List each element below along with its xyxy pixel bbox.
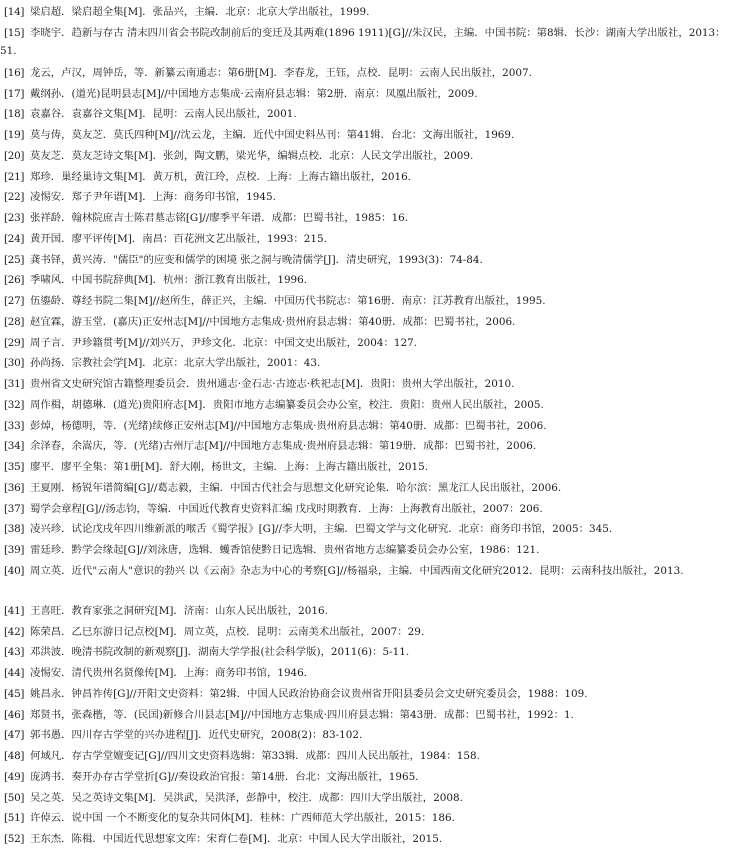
reference-number: [24] [4, 232, 25, 245]
reference-text: 庞鸿书．奏开办存古学堂折[G]//奏设政治官报：第14册．台北：文海出版社，1965. [30, 770, 419, 783]
reference-text: 周作楫，胡德琳．(道光)贵阳府志[M]．贵阳市地方志编纂委员会办公室，校注．贵阳：贵州人民出版社，2005. [30, 398, 544, 411]
reference-text: 季啸风．中国书院辞典[M]．杭州：浙江教育出版社，1996. [30, 274, 308, 287]
reference-entry [0, 126, 740, 144]
reference-number: [39] [4, 544, 25, 556]
reference-entry [0, 685, 740, 703]
reference-number: [20] [4, 149, 25, 162]
reference-entry [0, 479, 740, 497]
reference-number: [14] [4, 6, 25, 18]
reference-number: [47] [4, 729, 25, 742]
reference-number: [44] [4, 667, 25, 679]
reference-entry [0, 562, 740, 580]
reference-number: [48] [4, 750, 25, 762]
reference-number: [30] [4, 357, 25, 370]
reference-entry [0, 64, 740, 82]
reference-text: 王喜旺．教育家张之洞研究[M]．济南：山东人民出版社，2016. [30, 604, 328, 617]
reference-number: [26] [4, 274, 25, 287]
reference-entry [0, 292, 740, 310]
reference-entry [0, 706, 740, 724]
reference-entry [0, 230, 740, 248]
reference-entry [0, 354, 740, 372]
reference-text: 姚昌永．钟昌祚传[G]//开阳文史资料：第2辑．中国人民政治协商会议贵州省开阳县委员会文史研究委员会，1988：109. [30, 687, 588, 700]
reference-number: [28] [4, 315, 25, 328]
reference-entry [0, 830, 740, 848]
reference-number: [35] [4, 461, 25, 473]
reference-text: 周子言．尹珍籍贯考[M]//刘兴万，尹珍文化．北京：中国文史出版社，2004：127. [30, 336, 418, 349]
reference-number: [36] [4, 481, 25, 494]
reference-entry [0, 334, 740, 352]
reference-number: [41] [4, 604, 25, 617]
reference-number: [23] [4, 212, 25, 224]
reference-text: 郑珍．巢经巢诗文集[M]．黄万机，黄江玲，点校．上海：上海古籍出版社，2016. [30, 170, 411, 183]
reference-text: 周立英．近代"云南人"意识的勃兴 以《云南》杂志为中心的考察[G]//杨福泉，主编．中国西南文化研究2012．昆明：云南科技出版社，2013. [30, 564, 684, 577]
reference-number: [43] [4, 646, 25, 659]
reference-text: 廖平．廖平全集：第1册[M]．舒大刚，杨世文，主编．上海：上海古籍出版社，2015. [30, 461, 428, 473]
reference-entry [0, 768, 740, 786]
reference-text: 莫与俦，莫友芝．莫氏四种[M]//沈云龙，主编．近代中国史料丛刊：第41辑．台北：文海出版社，1969. [30, 129, 515, 141]
reference-text: 余泽春，余嵩庆，等．(光绪)古州厅志[M]//中国地方志集成·贵州府县志辑：第19册．成都：巴蜀书社，2006. [30, 440, 537, 453]
reference-entry [0, 747, 740, 765]
reference-entry [0, 664, 740, 682]
reference-text: 陈荣昌．乙巳东游日记点校[M]．周立英，点校．昆明：云南美术出版社，2007：29. [30, 625, 425, 638]
reference-entry [0, 24, 740, 60]
reference-entry [0, 85, 740, 103]
reference-entry [0, 789, 740, 807]
reference-number: [15] [4, 26, 25, 39]
reference-entry [0, 520, 740, 538]
reference-number: [19] [4, 129, 25, 141]
reference-number: [45] [4, 687, 25, 700]
reference-text: 许倬云．说中国 一个不断变化的复杂共同体[M]．桂林：广西师范大学出版社，2015：186. [30, 812, 455, 825]
reference-entry [0, 500, 740, 518]
reference-number: [21] [4, 170, 25, 183]
reference-text: 郭书愚．四川存古学堂的兴办进程[J]．近代史研究，2008(2)：83-102. [30, 729, 363, 742]
reference-text: 伍鎏龄．尊经书院二集[M]//赵所生，薛正兴，主编．中国历代书院志：第16册．南京：江苏教育出版社，1995. [30, 295, 546, 307]
reference-text: 莫友芝．莫友芝诗文集[M]．张剑，陶文鹏，梁光华，编辑点校．北京：人民文学出版社，2009. [30, 149, 474, 162]
reference-entry [0, 188, 740, 206]
reference-entry [0, 726, 740, 744]
reference-number: [46] [4, 708, 25, 721]
reference-entry [0, 251, 740, 269]
reference-text: 黄开国．廖平评传[M]．南昌：百花洲文艺出版社，1993：215. [30, 232, 327, 245]
reference-text: 李晓宇．趋新与存古 清末四川省会书院改制前后的变迁及其两难(1896 1911)[G]//朱汉民，主编．中国书院：第8辑．长沙：湖南大学出版社，2013：51. [0, 26, 726, 57]
reference-text: 贵州省文史研究馆古籍整理委员会．贵州通志·金石志·古迹志·秩祀志[M]．贵阳：贵州大学出版社，2010. [30, 378, 515, 390]
reference-entry [0, 458, 740, 476]
reference-text: 龚书铎，黄兴涛．"儒臣"的应变和儒学的困境 张之洞与晚清儒学[J]．清史研究，1993(3)：74-84. [30, 253, 483, 266]
reference-number: [37] [4, 502, 25, 515]
reference-number: [50] [4, 791, 25, 804]
reference-entry [0, 417, 740, 435]
reference-entry [0, 602, 740, 620]
reference-text: 吴之英．吴之英诗文集[M]．吴洪武，吴洪泽，彭静中，校注．成都：四川大学出版社，2008. [30, 791, 463, 804]
reference-entry [0, 313, 740, 331]
reference-number: [40] [4, 564, 25, 577]
reference-entry [0, 105, 740, 123]
reference-number: [32] [4, 398, 25, 411]
reference-entry [0, 3, 740, 21]
reference-number: [18] [4, 108, 25, 121]
reference-number: [42] [4, 625, 25, 638]
reference-text: 梁启超．梁启超全集[M]．张品兴，主编．北京：北京大学出版社，1999. [30, 6, 370, 18]
reference-text: 戴纲孙．(道光)昆明县志[M]//中国地方志集成·云南府县志辑：第2册．南京：凤凰出版社，2009. [30, 87, 478, 100]
reference-text: 郑贤书，张森楷，等．(民国)新修合川县志[M]//中国地方志集成·四川府县志辑：第43册．成都：巴蜀书社，1992：1. [30, 708, 574, 721]
reference-number: [52] [4, 833, 25, 845]
reference-entry [0, 396, 740, 414]
reference-text: 袁嘉谷．袁嘉谷文集[M]．昆明：云南人民出版社，2001. [30, 108, 297, 121]
reference-entry [0, 168, 740, 186]
reference-text: 蜀学会章程[G]//汤志钧，等编．中国近代教育史资料汇编 戊戌时期教育．上海：上海教育出版社，2007：206. [30, 502, 543, 515]
reference-text: 雷廷珍．黔学会缘起[G]//刘泳唐，选辑．蠖香馆使黔日记选辑．贵州省地方志编纂委员会办公室，1986：121. [30, 544, 540, 556]
reference-number: [51] [4, 812, 25, 825]
reference-text: 何域凡．存古学堂嬗变记[G]//四川文史资料选辑：第33辑．成都：四川人民出版社，1984：158. [30, 750, 480, 762]
reference-entry [0, 209, 740, 227]
reference-number: [27] [4, 295, 25, 307]
reference-number: [33] [4, 419, 25, 432]
reference-text: 王东杰．陈楫．中国近代思想家文库：宋育仁卷[M]．北京：中国人民大学出版社，2015. [30, 833, 443, 845]
reference-number: [25] [4, 253, 25, 266]
reference-text: 凌兴珍．试论戊戌年四川维新派的喉舌《蜀学报》[G]//李大明，主编．巴蜀文学与文化研究．北京：商务印书馆，2005：345. [30, 523, 613, 536]
reference-text: 龙云，卢汉，周钟岳，等．新纂云南通志：第6册[M]．李春龙，王钰，点校．昆明：云南人民出版社，2007. [30, 66, 532, 79]
reference-text: 彭焯，杨德明，等．(光绪)续修正安州志[M]//中国地方志集成·贵州府县志辑：第40册．成都：巴蜀书社，2006. [30, 419, 547, 432]
reference-number: [49] [4, 770, 25, 783]
reference-entry [0, 147, 740, 165]
reference-text: 王夏刚．杨锐年谱简编[G]//葛志毅，主编．中国古代社会与思想文化研究论集．哈尔滨：黑龙江人民出版社，2006. [30, 481, 562, 494]
reference-number: [17] [4, 87, 25, 100]
reference-number: [34] [4, 440, 25, 453]
reference-entry [0, 623, 740, 641]
reference-number: [22] [4, 191, 25, 204]
reference-number: [16] [4, 66, 25, 79]
reference-entry [0, 809, 740, 827]
reference-text: 凌惕安．郑子尹年谱[M]．上海：商务印书馆，1945. [30, 191, 276, 204]
reference-number: [38] [4, 523, 25, 536]
reference-text: 赵宜霖，游玉堂．(嘉庆)正安州志[M]//中国地方志集成·贵州府县志辑：第40册．成都：巴蜀书社，2006. [30, 315, 516, 328]
reference-text: 张祥龄．翰林院庶吉士陈君墓志铭[G]//廖季平年谱．成都：巴蜀书社，1985：16. [30, 212, 409, 224]
reference-entry [0, 271, 740, 289]
reference-entry [0, 643, 740, 661]
reference-number: [31] [4, 378, 25, 390]
reference-text: 邓洪波．晚清书院改制的新观察[J]．湖南大学学报(社会科学版)，2011(6)：5-11. [30, 646, 410, 659]
reference-text: 孙尚扬．宗教社会学[M]．北京：北京大学出版社，2001：43. [30, 357, 321, 370]
reference-number: [29] [4, 336, 25, 349]
reference-entry [0, 541, 740, 559]
reference-entry [0, 437, 740, 455]
reference-text: 凌惕安．清代贵州名贤像传[M]．上海：商务印书馆，1946. [30, 667, 308, 679]
reference-entry [0, 375, 740, 393]
